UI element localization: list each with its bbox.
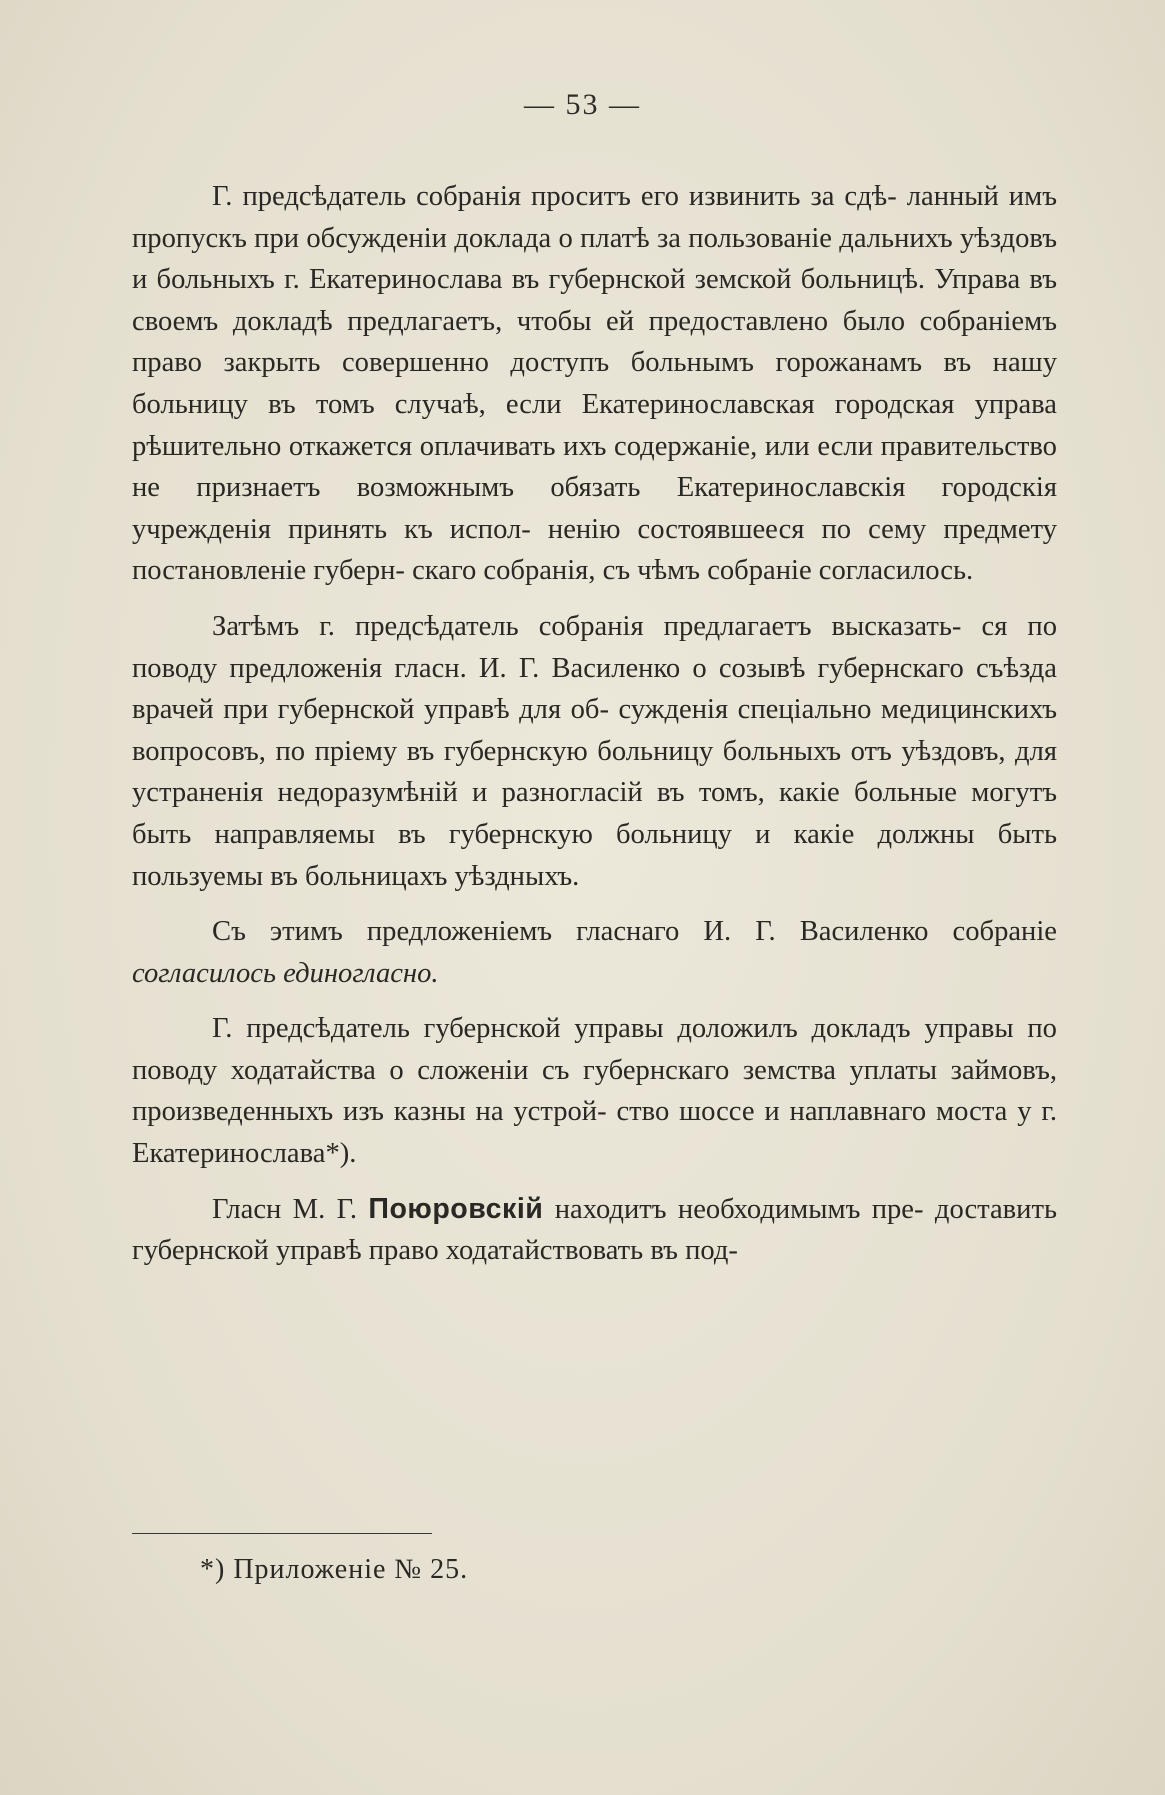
paragraph-3-italic: согласилось единогласно. <box>132 957 439 989</box>
text-line: скаго собранія, съ чѣмъ собраніе согласилось. <box>412 555 974 587</box>
text-line: быть пользуемы въ больницахъ уѣздныхъ. <box>132 818 1057 892</box>
text-line: или если правительство не признаетъ возможнымъ обязать <box>132 430 1057 504</box>
text-line: земства уплаты займовъ, произведенныхъ изъ казны на устрой- <box>132 1054 1058 1128</box>
text-line: Екатеринославскія городскія учрежденія принять къ испол- <box>132 472 1057 545</box>
text-line: больницу въ томъ случаѣ, если Екатеринославская городская <box>132 388 955 420</box>
page-number: — 53 — <box>524 88 641 121</box>
text-line: управы по поводу ходатайства о сложеніи съ губернскаго <box>132 1013 1057 1086</box>
text-line: Затѣмъ г. предсѣдатель собранія предлагаетъ высказать- <box>212 610 962 642</box>
text-line: закрыть совершенно доступъ больнымъ горожанамъ въ нашу <box>223 347 1057 379</box>
paragraph-4 <box>132 1008 1057 1174</box>
text-line: губернскаго съѣзда врачей при губернской управѣ для об- <box>132 652 1057 726</box>
paragraph-3-line-1: Съ этимъ предложеніемъ гласнаго И. Г. Василенко <box>212 916 929 948</box>
text-line: пользованіе дальнихъ уѣздовъ и больныхъ г. Екатеринослава <box>132 222 1057 296</box>
paragraph-5 <box>132 1189 1057 1272</box>
paragraph-3-line-2-prefix: собраніе <box>952 916 1057 948</box>
paragraph-5-bold-name: Поюровскій <box>368 1192 544 1225</box>
text-line: сужденія спеціально медицинскихъ вопросовъ, по пріему въ <box>132 694 1057 767</box>
paragraph-5-line-2: доставить губернской управѣ право ходатайствовать въ под- <box>132 1193 1058 1267</box>
paragraph-2 <box>132 606 1057 897</box>
text-line: предлагаетъ, чтобы ей предоставлено было собраніемъ право <box>132 305 1057 379</box>
main-text <box>132 176 1057 1272</box>
text-line: Г. предсѣдатель собранія проситъ его извинить за сдѣ- <box>212 181 897 212</box>
text-line: ся по поводу предложенія гласн. И. Г. Василенко о созывѣ <box>132 610 1058 684</box>
text-line: недоразумѣній и разногласій въ томъ, какіе больные могутъ <box>277 777 1057 809</box>
paragraph-1 <box>132 176 1057 592</box>
footnote: *) Приложеніе № 25. <box>200 1554 469 1585</box>
footnote-rule <box>132 1533 432 1534</box>
text-line: губернскую больницу больныхъ отъ уѣздовъ, для устраненія <box>132 735 1057 809</box>
paragraph-5-suffix: находитъ необходимымъ пре- <box>543 1193 924 1225</box>
paragraph-5-prefix: Гласн М. Г. <box>212 1193 369 1225</box>
text-line: Г. предсѣдатель губернской управы доложилъ докладъ <box>212 1013 911 1045</box>
text-line: ство шоссе и наплавнаго моста у г. Екатеринослава*). <box>132 1096 1057 1170</box>
text-line: въ губернской земской больницѣ. Управа въ своемъ докладѣ <box>132 264 1057 337</box>
text-line: управа рѣшительно откажется оплачивать ихъ содержаніе, <box>132 388 1057 462</box>
text-line: ненію состоявшееся по сему предмету постановленіе губерн- <box>132 513 1057 587</box>
paragraph-3 <box>132 911 1057 994</box>
text-line: быть направляемы въ губернскую больницу и какіе должны <box>132 818 975 850</box>
text-line: ланный имъ пропускъ при обсужденіи доклада о платѣ за <box>132 181 1057 254</box>
